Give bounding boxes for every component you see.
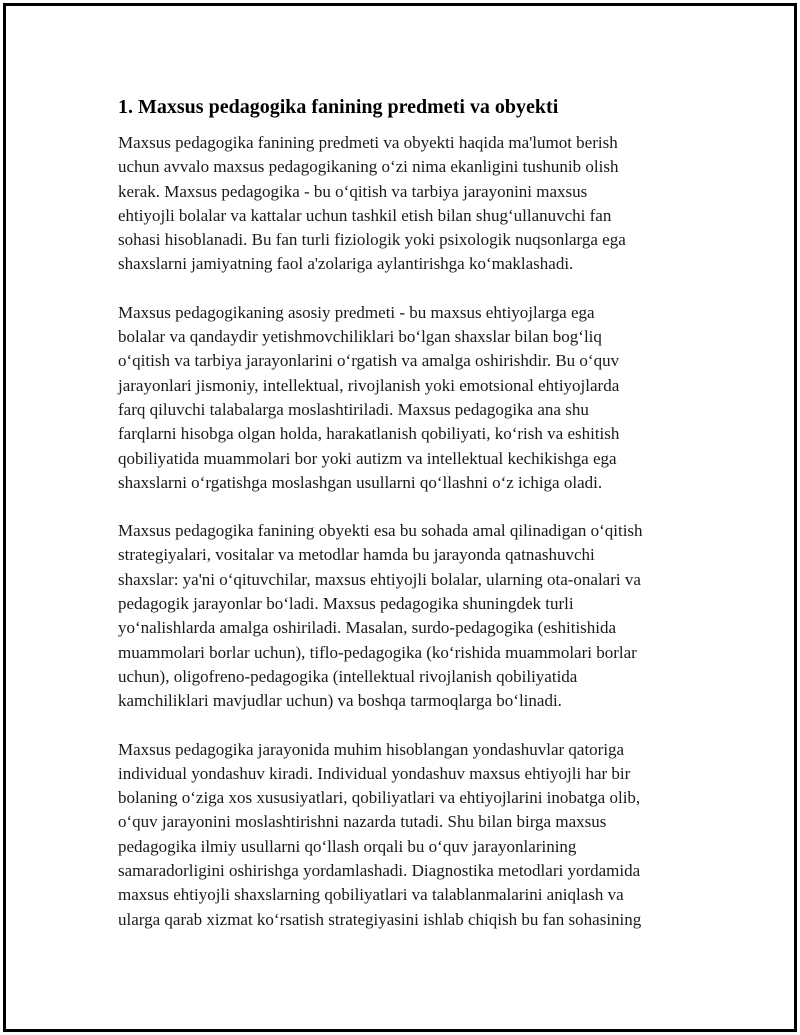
paragraph-line: shaxslar: ya'ni o‘qituvchilar, maxsus ehtiyojli bolalar, ularning ota-onalari va	[118, 569, 641, 589]
paragraph-line: Maxsus pedagogika fanining obyekti esa bu sohada amal qilinadigan o‘qitish	[118, 521, 643, 541]
section-heading: 1. Maxsus pedagogika fanining predmeti va obyekti	[118, 96, 559, 118]
paragraph-1	[118, 131, 693, 277]
paragraph-line: Maxsus pedagogikaning asosiy predmeti - bu maxsus ehtiyojlarga ega	[118, 302, 595, 322]
paragraph-line: jarayonlari jismoniy, intellektual, rivojlanish yoki emotsional ehtiyojlarda	[118, 375, 620, 395]
document-body	[118, 94, 693, 956]
paragraph-line: uchun avvalo maxsus pedagogikaning o‘zi nima ekanligini tushunib olish	[118, 157, 619, 177]
paragraph-line: farq qiluvchi talabalarga moslashtiriladi. Maxsus pedagogika ana shu	[118, 399, 589, 419]
paragraph-line: bolaning o‘ziga xos xususiyatlari, qobiliyatlari va ehtiyojlarini inobatga olib,	[118, 788, 641, 808]
paragraph-4	[118, 738, 693, 932]
paragraph-line: yo‘nalishlarda amalga oshiriladi. Masalan, surdo-pedagogika (eshitishida	[118, 618, 617, 638]
paragraph-line: Maxsus pedagogika jarayonida muhim hisoblangan yondashuvlar qatoriga	[118, 739, 625, 759]
paragraph-line: maxsus ehtiyojli shaxslarning qobiliyatlari va talablanmalarini aniqlash va	[118, 885, 624, 905]
paragraph-line: sohasi hisoblanadi. Bu fan turli fiziologik yoki psixologik nuqsonlarga ega	[118, 230, 626, 250]
paragraph-line: samaradorligini oshirishga yordamlashadi. Diagnostika metodlari yordamida	[118, 861, 641, 881]
paragraph-line: shaxslarni o‘rgatishga moslashgan usullarni qo‘llashni o‘z ichiga oladi.	[118, 472, 603, 492]
paragraph-line: bolalar va qandaydir yetishmovchiliklari bo‘lgan shaxslar bilan bog‘liq	[118, 327, 602, 347]
paragraph-line: o‘qitish va tarbiya jarayonlarini o‘rgatish va amalga oshirishdir. Bu o‘quv	[118, 351, 620, 371]
paragraph-line: farqlarni hisobga olgan holda, harakatlanish qobiliyati, ko‘rish va eshitish	[118, 424, 620, 444]
paragraph-line: individual yondashuv kiradi. Individual yondashuv maxsus ehtiyojli har bir	[118, 763, 631, 783]
paragraph-line: Maxsus pedagogika fanining predmeti va obyekti haqida ma'lumot berish	[118, 133, 618, 152]
paragraph-3	[118, 519, 693, 713]
paragraph-line: shaxslarni jamiyatning faol a'zolariga aylantirishga ko‘maklashadi.	[118, 254, 574, 274]
paragraph-line: uchun), oligofreno-pedagogika (intellektual rivojlanish qobiliyatida	[118, 666, 578, 686]
paragraph-line: kerak. Maxsus pedagogika - bu o‘qitish va tarbiya jarayonini maxsus	[118, 181, 588, 201]
paragraph-line: muammolari borlar uchun), tiflo-pedagogika (ko‘rishida muammolari borlar	[118, 642, 637, 662]
paragraph-line: ularga qarab xizmat ko‘rsatish strategiyasini ishlab chiqish bu fan sohasining	[118, 909, 642, 929]
paragraph-line: pedagogik jarayonlar bo‘ladi. Maxsus pedagogika shuningdek turli	[118, 594, 574, 614]
paragraph-line: strategiyalari, vositalar va metodlar hamda bu jarayonda qatnashuvchi	[118, 545, 595, 565]
paragraph-line: pedagogika ilmiy usullarni qo‘llash orqali bu o‘quv jarayonlarining	[118, 836, 577, 856]
paragraph-line: o‘quv jarayonini moslashtirishni nazarda tutadi. Shu bilan birga maxsus	[118, 812, 607, 832]
paragraph-line: ehtiyojli bolalar va kattalar uchun tashkil etish bilan shug‘ullanuvchi fan	[118, 205, 612, 225]
paragraph-line: qobiliyatida muammolari bor yoki autizm va intellektual kechikishga ega	[118, 448, 617, 468]
paragraph-2	[118, 301, 693, 495]
paragraph-line: kamchiliklari mavjudlar uchun) va boshqa tarmoqlarga bo‘linadi.	[118, 691, 562, 711]
